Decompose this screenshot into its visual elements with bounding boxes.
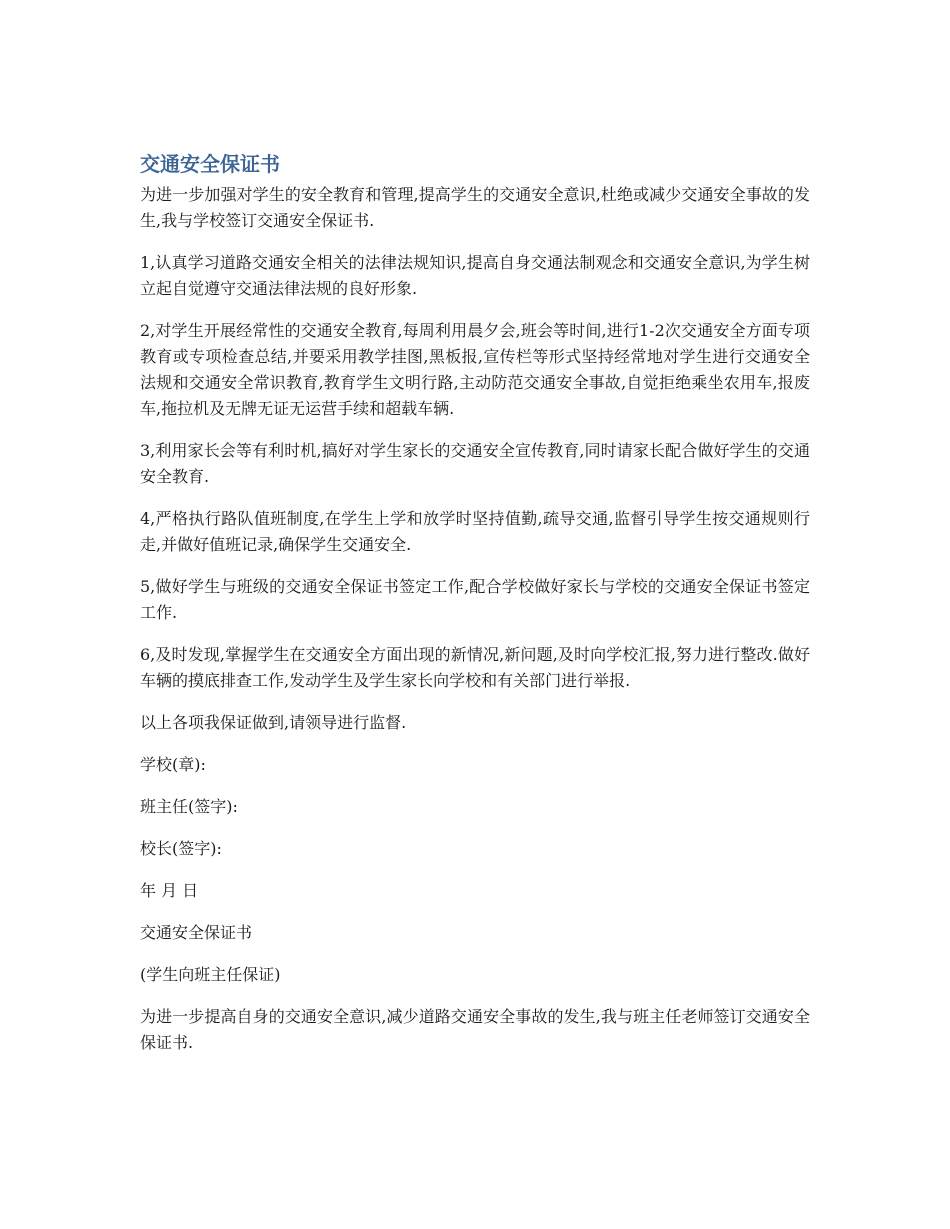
second-intro-paragraph: 为进一步提高自身的交通安全意识,减少道路交通安全事故的发生,我与班主任老师签订交通安全保证书.	[140, 1007, 810, 1052]
closing-paragraph: 以上各项我保证做到,请领导进行监督.	[140, 713, 407, 732]
item-paragraph-1: 1,认真学习道路交通安全相关的法律法规知识,提高自身交通法制观念和交通安全意识,为学生树立起自觉遵守交通法律法规的良好形象.	[140, 253, 810, 298]
date-line: 年 月 日	[140, 881, 199, 900]
second-title: 交通安全保证书	[140, 923, 253, 942]
item-paragraph-2: 2,对学生开展经常性的交通安全教育,每周利用晨夕会,班会等时间,进行1-2次交通安全方面专项教育或专项检查总结,并要采用教学挂图,黑板报,宣传栏等形式坚持经常地对学生进行交通安全法规和交通安全常识教育,教育学生文明行路,主动防范交通安全事故,自觉拒绝乘坐农用车,报废车,拖拉机及无牌无证无运营手续和超载车辆.	[140, 321, 810, 418]
second-subtitle: (学生向班主任保证)	[140, 965, 281, 984]
teacher-sign-line: 班主任(签字):	[140, 797, 238, 816]
document-page	[140, 150, 810, 1072]
intro-paragraph: 为进一步加强对学生的安全教育和管理,提高学生的交通安全意识,杜绝或减少交通安全事故的发生,我与学校签订交通安全保证书.	[140, 185, 810, 230]
item-paragraph-3: 3,利用家长会等有利时机,搞好对学生家长的交通安全宣传教育,同时请家长配合做好学生的交通安全教育.	[140, 441, 810, 486]
item-paragraph-6: 6,及时发现,掌握学生在交通安全方面出现的新情况,新问题,及时向学校汇报,努力进行整改.做好车辆的摸底排查工作,发动学生及学生家长向学校和有关部门进行举报.	[140, 645, 810, 690]
item-paragraph-4: 4,严格执行路队值班制度,在学生上学和放学时坚持值勤,疏导交通,监督引导学生按交通规则行走,并做好值班记录,确保学生交通安全.	[140, 509, 810, 554]
item-paragraph-5: 5,做好学生与班级的交通安全保证书签定工作,配合学校做好家长与学校的交通安全保证书签定工作.	[140, 577, 810, 622]
principal-sign-line: 校长(签字):	[140, 839, 222, 858]
document-title: 交通安全保证书	[140, 152, 280, 176]
school-sign-line: 学校(章):	[140, 755, 206, 774]
